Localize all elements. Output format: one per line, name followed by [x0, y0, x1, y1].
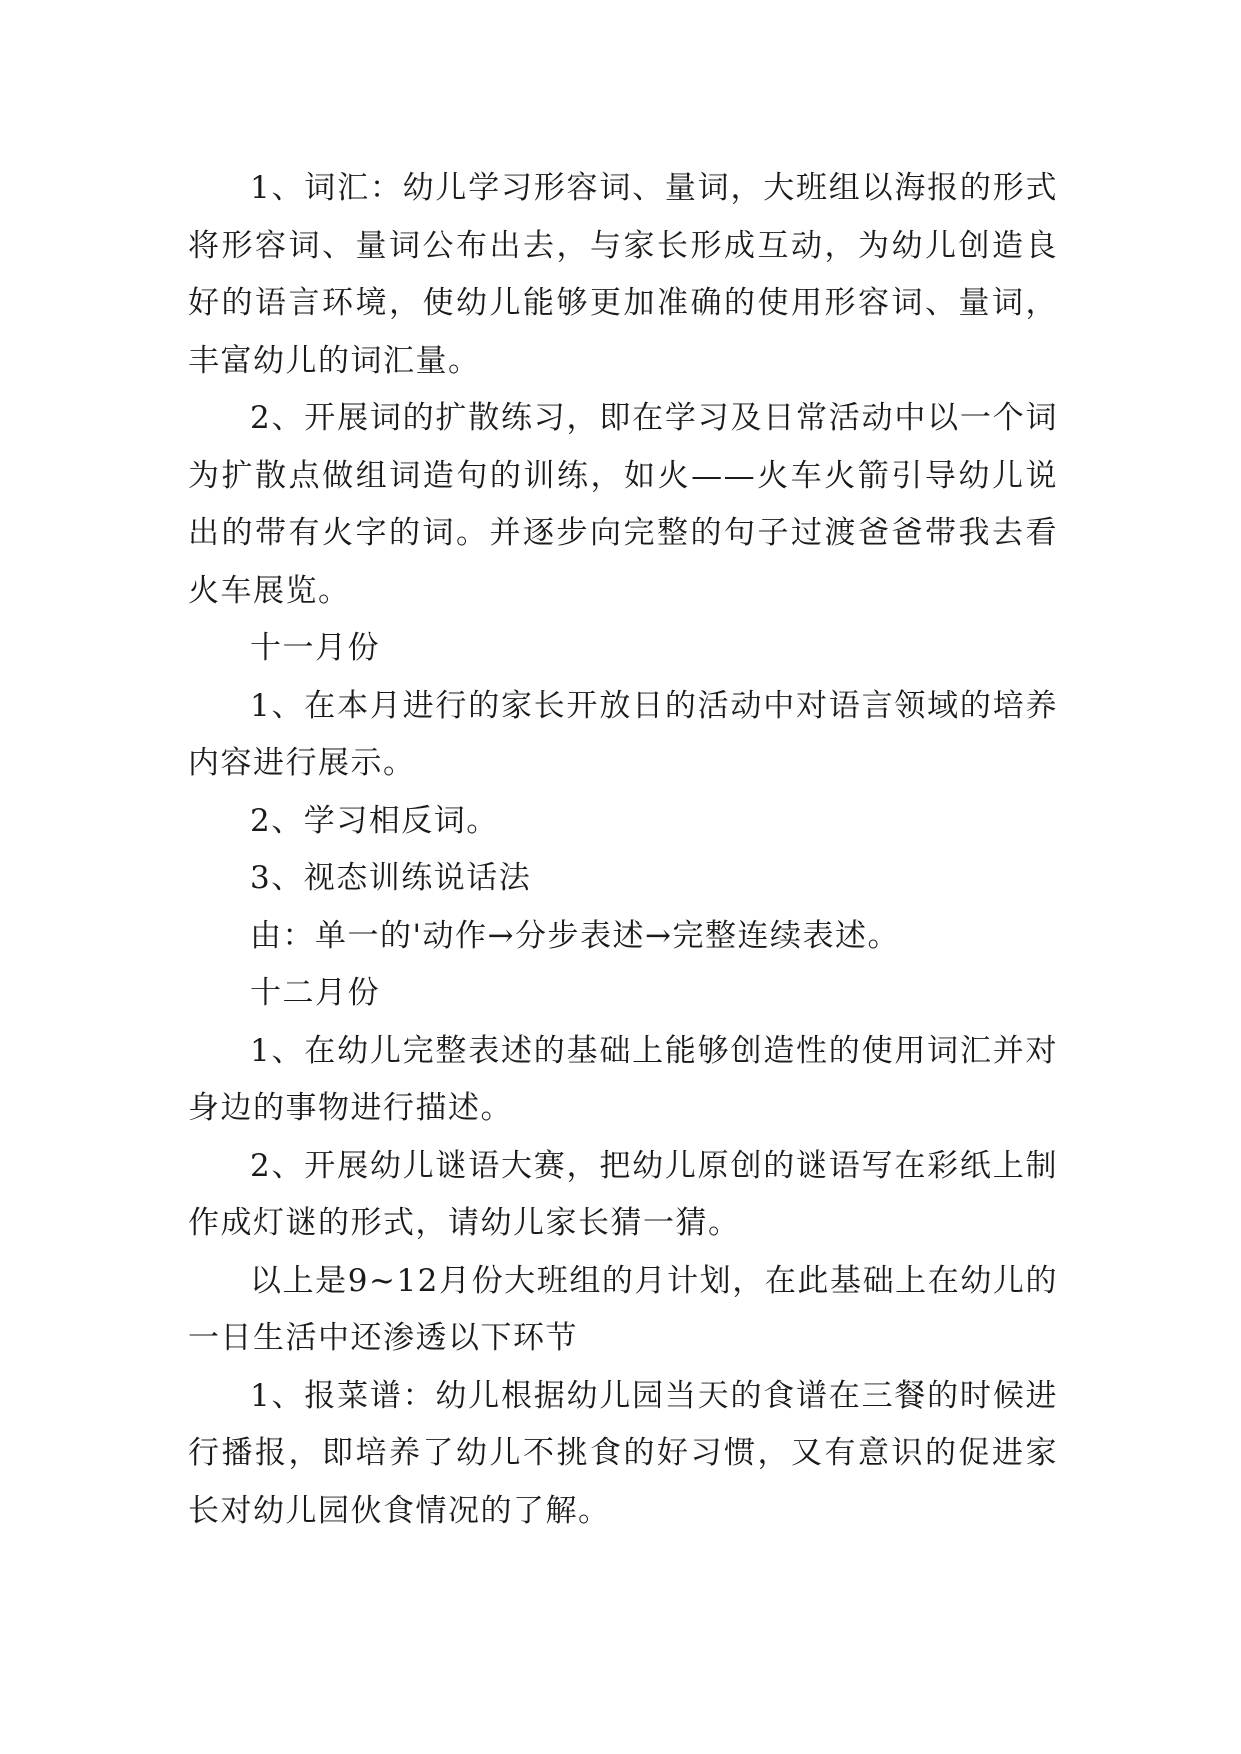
paragraph-speaking-steps: 由：单一的'动作→分步表述→完整连续表述。 [250, 917, 900, 954]
paragraph-visual-speaking: 3、视态训练说话法 [250, 860, 532, 896]
paragraph-word-expansion: 2、开展词的扩散练习，即在学习及日常活动中以一个词为扩散点做组词造句的训练，如火——火车火箭引导幼儿说出的带有火字的词。并逐步向完整的句子过渡爸爸带我去看火车展览。 [188, 400, 1058, 609]
paragraph-creative-vocabulary: 1、在幼儿完整表述的基础上能够创造性的使用词汇并对身边的事物进行描述。 [188, 1032, 1058, 1126]
paragraph-summary: 以上是9~12月份大班组的月计划，在此基础上在幼儿的一日生活中还渗透以下环节 [188, 1262, 1058, 1356]
paragraph-open-day: 1、在本月进行的家长开放日的活动中对语言领域的培养内容进行展示。 [188, 687, 1058, 781]
paragraph-menu-report: 1、报菜谱：幼儿根据幼儿园当天的食谱在三餐的时候进行播报，即培养了幼儿不挑食的好习惯，又有意识的促进家长对幼儿园伙食情况的了解。 [188, 1377, 1058, 1529]
heading-november: 十一月份 [250, 630, 380, 666]
heading-december: 十二月份 [250, 975, 380, 1011]
paragraph-riddle-contest: 2、开展幼儿谜语大赛，把幼儿原创的谜语写在彩纸上制作成灯谜的形式，请幼儿家长猜一猜。 [188, 1147, 1058, 1241]
paragraph-vocabulary: 1、词汇：幼儿学习形容词、量词，大班组以海报的形式将形容词、量词公布出去，与家长形成互动，为幼儿创造良好的语言环境，使幼儿能够更加准确的使用形容词、量词，丰富幼儿的词汇量。 [188, 170, 1058, 379]
paragraph-antonyms: 2、学习相反词。 [250, 802, 499, 839]
document-body [188, 160, 1058, 1540]
